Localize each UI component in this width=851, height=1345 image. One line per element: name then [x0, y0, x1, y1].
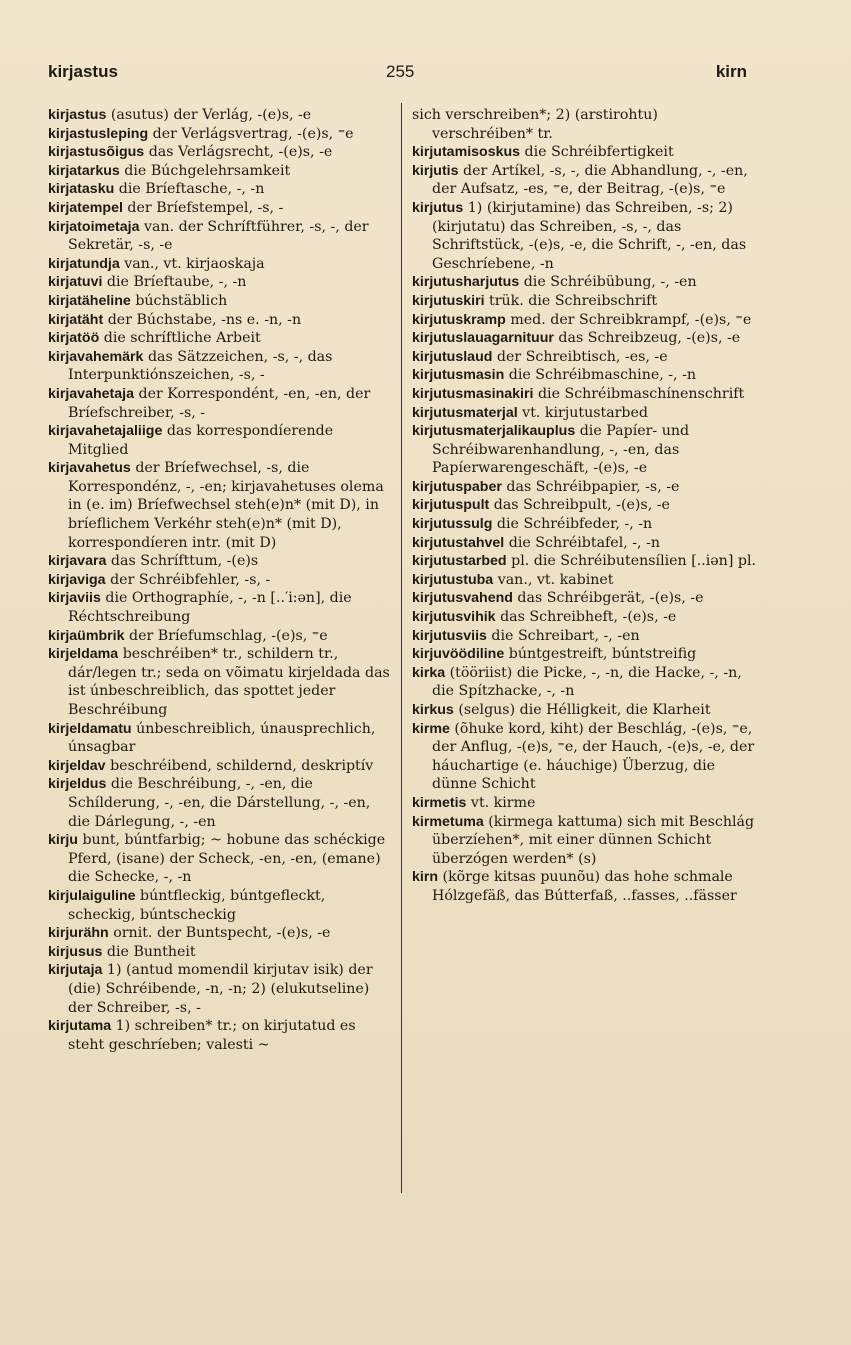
entry-definition: das Schréibgerät, -(e)s, -e	[512, 590, 704, 607]
dictionary-entry	[412, 645, 757, 664]
dictionary-entry	[48, 255, 393, 274]
entry-headword: kirjutustuba	[412, 571, 494, 588]
dictionary-entry	[412, 627, 757, 646]
entry-headword: kirjutusmasinakiri	[412, 385, 534, 402]
entry-headword: kirjulaiguline	[48, 887, 136, 904]
dictionary-entry	[48, 831, 393, 887]
dictionary-entry	[412, 794, 757, 813]
dictionary-entry	[48, 887, 393, 924]
entry-definition: die Bríeftasche, -, -n	[114, 181, 265, 198]
entry-definition: die Schréibfeder, -, -n	[492, 516, 653, 533]
dictionary-entry	[48, 273, 393, 292]
entry-definition: (õhuke kord, kiht) der Beschlág, -(e)s, ⁼e, der Anflug, -(e)s, ⁼e, der Hauch, -(e)s, -e, der háuchartige (e. háuchige) Überzug, die dünne Schicht	[432, 720, 755, 793]
entry-definition: die Schréibübung, -, -en	[519, 274, 697, 291]
dictionary-entry	[412, 664, 757, 701]
entry-definition: der Búchstabe, -ns e. -n, -n	[103, 311, 302, 328]
entry-headword: kirjutusviis	[412, 627, 487, 644]
entry-definition: die Schréibtafel, -, -n	[504, 534, 660, 551]
page-number: 255	[386, 62, 415, 81]
entry-headword: kirjuvöödiline	[412, 646, 505, 663]
entry-definition: der Schréibfehler, -s, -	[105, 571, 271, 588]
entry-definition: das Verlágsrecht, -(e)s, -e	[144, 144, 333, 161]
entry-definition: búntfleckig, búntgefleckt, scheckig, búntscheckig	[68, 887, 326, 923]
entry-headword: kirjatempel	[48, 199, 123, 216]
entry-headword: kirjutustahvel	[412, 534, 505, 551]
entry-headword: kirjutama	[48, 1018, 112, 1035]
entry-headword: kirjutussulg	[412, 516, 493, 533]
dictionary-entry	[412, 404, 757, 423]
dictionary-entry	[48, 459, 393, 552]
entry-headword: kirjatoimetaja	[48, 218, 140, 235]
dictionary-entry	[48, 329, 393, 348]
dictionary-entry	[412, 366, 757, 385]
dictionary-entry	[48, 961, 393, 1017]
entry-headword: kirjatöö	[48, 330, 100, 347]
entry-headword: kirjavahemärk	[48, 348, 144, 365]
entry-definition: das Schréibpapier, -s, -e	[501, 478, 680, 495]
dictionary-entry	[48, 589, 393, 626]
entry-definition: die Schreibart, -, -en	[486, 627, 640, 644]
entry-headword: kirjatuvi	[48, 274, 103, 291]
entry-headword: kirjavahetus	[48, 460, 131, 477]
entry-headword: kirjaviga	[48, 571, 106, 588]
entry-headword: kirkus	[412, 702, 454, 718]
dictionary-entry	[48, 571, 393, 590]
entry-headword: kirjutusmaterjalikauplus	[412, 423, 576, 440]
dictionary-entry	[412, 292, 757, 311]
dictionary-entry	[412, 385, 757, 404]
dictionary-entry	[412, 273, 757, 292]
dictionary-entry	[48, 552, 393, 571]
entry-definition: die Schréibmaschine, -, -n	[504, 367, 696, 384]
dictionary-entry	[48, 199, 393, 218]
entry-definition: die Búchgelehrsamkeit	[119, 162, 291, 179]
entry-headword: kirjutamisoskus	[412, 144, 521, 161]
entry-headword: kirjutusvahend	[412, 590, 513, 607]
entry-definition: trük. die Schreibschrift	[484, 292, 658, 309]
dictionary-entry	[412, 701, 757, 720]
entry-definition: 1) schreiben* tr.; on kirjutatud es steht geschríeben; valesti ~	[68, 1018, 356, 1053]
entry-definition: sich verschreiben*; 2) (arstirohtu) verschréiben* tr.	[412, 107, 658, 142]
entry-headword: kirjutuskiri	[412, 292, 485, 309]
dictionary-entry	[48, 180, 393, 199]
dictionary-entry	[412, 496, 757, 515]
entry-definition: der Bríefwechsel, -s, die Korrespondénz, -, -en; kirjavahetuses olema in (e. im) Bríefwechsel steh(e)n* (mit D), in bríeflichem Verkéhr steh(e)n* (mit D), korrespondíeren intr. (mit D)	[68, 460, 384, 551]
entry-headword: kirjatarkus	[48, 162, 120, 179]
entry-headword: kirjutuspaber	[412, 478, 502, 495]
entry-definition: der Bríefumschlag, -(e)s, ⁼e	[124, 627, 328, 644]
entry-definition: ornit. der Buntspecht, -(e)s, -e	[108, 925, 331, 942]
entry-definition: vt. kirjutustarbed	[517, 404, 648, 421]
entry-definition: die Buntheit	[102, 943, 196, 960]
dictionary-entry	[412, 608, 757, 627]
dictionary-entry	[48, 645, 393, 719]
dictionary-entry	[412, 422, 757, 478]
entry-definition: das Schreibpult, -(e)s, -e	[489, 497, 670, 514]
entry-headword: kirjutusmasin	[412, 367, 505, 384]
entry-definition: die Schréibfertigkeit	[520, 144, 674, 161]
dictionary-entry	[412, 813, 757, 869]
entry-definition: die Bríeftaube, -, -n	[102, 274, 247, 291]
left-column	[48, 106, 393, 1054]
entry-headword: kirka	[412, 664, 446, 681]
dictionary-entry	[48, 292, 393, 311]
dictionary-entry	[48, 125, 393, 144]
entry-definition: pl. die Schréibutensílien [..iən] pl.	[506, 553, 756, 570]
entry-headword: kirjutuslaud	[412, 348, 493, 365]
entry-definition: 1) (kirjutamine) das Schreiben, -s; 2) (kirjutatu) das Schreiben, -s, -, das Schriftstück, -(e)s, -e, die Schrift, -, -en, das Geschríebene, -n	[432, 199, 747, 272]
entry-headword: kirjaümbrik	[48, 627, 125, 644]
entry-definition: bunt, búntfarbig; ~ hobune das schéckige Pferd, (isane) der Scheck, -en, -en, (emane) die Schecke, -, -n	[68, 832, 386, 886]
page-header	[48, 62, 747, 88]
entry-headword: kirjutusharjutus	[412, 274, 520, 291]
dictionary-entry	[48, 162, 393, 181]
dictionary-entry	[48, 775, 393, 831]
entry-headword: kirjatäheline	[48, 292, 131, 309]
entry-headword: kirjusus	[48, 943, 103, 960]
entry-headword: kirjutis	[412, 162, 459, 179]
entry-definition: das Schrífttum, -(e)s	[106, 553, 259, 570]
entry-headword: kirjutusmaterjal	[412, 404, 518, 421]
dictionary-entry	[48, 385, 393, 422]
entry-headword: kirjutustarbed	[412, 553, 507, 570]
entry-definition: van. der Schríftführer, -s, -, der Sekretär, -s, -e	[68, 218, 369, 254]
entry-definition: beschréiben* tr., schildern tr., dár/legen tr.; seda on võimatu kirjeldada das ist únbeschreiblich, das spottet jeder Beschréibung	[68, 646, 390, 718]
dictionary-entry	[48, 422, 393, 459]
entry-headword: kirjastusõigus	[48, 144, 145, 161]
entry-headword: kirjatasku	[48, 181, 115, 198]
entry-definition: (tööriist) die Picke, -, -n, die Hacke, -, -n, die Spítzhacke, -, -n	[432, 664, 742, 700]
entry-headword: kirme	[412, 720, 450, 737]
entry-headword: kirjutuspult	[412, 497, 490, 514]
dictionary-entry	[412, 552, 757, 571]
entry-definition: die Beschréibung, -, -en, die Schílderung, -, -en, die Dárstellung, -, -en, die Dárlegung, -, -en	[68, 776, 371, 830]
entry-headword: kirjutus	[412, 199, 464, 216]
entry-definition: vt. kirme	[466, 794, 536, 811]
entry-definition: 1) (antud momendil kirjutav isik) der (die) Schréibende, -n, -n; 2) (elukutseline) der Schreiber, -s, -	[68, 962, 373, 1016]
dictionary-entry	[48, 311, 393, 330]
entry-headword: kirjavahetajaliige	[48, 423, 163, 440]
entry-definition: die schríftliche Arbeit	[99, 330, 261, 347]
entry-headword: kirjeldus	[48, 776, 107, 793]
dictionary-entry	[412, 162, 757, 199]
entry-definition: (selgus) die Hélligkeit, die Klarheit	[453, 702, 711, 718]
entry-headword: kirjeldama	[48, 646, 119, 663]
entry-headword: kirjeldamatu	[48, 720, 132, 737]
entry-headword: kirjatundja	[48, 255, 120, 272]
entry-definition: (kirmega kattuma) sich mit Beschlág überzíehen*, mit einer dünnen Schicht überzógen werden* (s)	[432, 813, 755, 867]
right-column	[412, 106, 757, 906]
entry-headword: kirmetis	[412, 794, 467, 811]
entry-definition: die Papíer- und Schréibwarenhandlung, -, -en, das Papíerwarengeschäft, -(e)s, -e	[432, 423, 690, 477]
entry-headword: kirjutuskramp	[412, 311, 506, 328]
entry-headword: kirjutusvihik	[412, 609, 496, 626]
entry-definition: der Bríefstempel, -s, -	[122, 199, 284, 216]
entry-headword: kirjutuslauagarnituur	[412, 330, 554, 347]
entry-headword: kirjutaja	[48, 962, 103, 979]
header-left-guideword: kirjastus	[48, 62, 118, 81]
entry-definition: van., vt. kirjaoskaja	[119, 255, 265, 272]
entry-definition: die Orthographíe, -, -n [..′i:ən], die Réchtschreibung	[68, 590, 352, 626]
entry-definition: búchstäblich	[130, 292, 228, 309]
dictionary-entry	[48, 924, 393, 943]
entry-headword: kirjastusleping	[48, 125, 149, 142]
entry-definition: die Schréibmaschínenschrift	[533, 385, 745, 402]
dictionary-entry	[412, 589, 757, 608]
entry-definition: das Sätzzeichen, -s, -, das Interpunktiónszeichen, -s, -	[68, 348, 333, 384]
entry-definition: med. der Schreibkrampf, -(e)s, ⁼e	[505, 311, 752, 328]
header-right-guideword: kirn	[715, 62, 747, 81]
entry-definition: der Verlágsvertrag, -(e)s, ⁼e	[148, 125, 354, 142]
dictionary-entry	[48, 218, 393, 255]
entry-headword: kirjeldav	[48, 757, 106, 774]
entry-headword: kirjurähn	[48, 925, 109, 942]
entry-definition: búntgestreift, búntstreifig	[504, 646, 697, 663]
entry-definition: das Schreibheft, -(e)s, -e	[495, 609, 677, 626]
entry-headword: kirjatäht	[48, 311, 104, 328]
dictionary-entry	[48, 348, 393, 385]
entry-headword: kirn	[412, 869, 439, 886]
entry-headword: kirjavahetaja	[48, 385, 134, 402]
entry-definition: das Schreibzeug, -(e)s, -e	[553, 330, 741, 347]
entry-definition: únbeschreiblich, únausprechlich, únsagbar	[68, 720, 376, 756]
dictionary-entry	[48, 143, 393, 162]
dictionary-entry	[412, 311, 757, 330]
dictionary-entry	[412, 329, 757, 348]
entry-definition: der Schreibtisch, -es, -e	[492, 348, 668, 365]
dictionary-entry	[48, 627, 393, 646]
entry-definition: der Korrespondént, -en, -en, der Bríefschreiber, -s, -	[68, 385, 371, 421]
entry-headword: kirmetuma	[412, 813, 484, 830]
dictionary-entry	[412, 515, 757, 534]
dictionary-entry	[48, 720, 393, 757]
entry-definition: beschréibend, schildernd, deskriptív	[105, 757, 374, 774]
dictionary-entry	[412, 106, 757, 143]
entry-definition: das korrespondíerende Mitglied	[68, 423, 334, 458]
dictionary-entry	[412, 868, 757, 905]
dictionary-entry	[412, 143, 757, 162]
entry-headword: kirjastus	[48, 107, 107, 123]
dictionary-entry	[48, 106, 393, 125]
column-divider	[401, 103, 402, 1193]
dictionary-entry	[412, 478, 757, 497]
entry-definition: der Artíkel, -s, -, die Abhandlung, -, -en, der Aufsatz, -es, ⁼e, der Beitrag, -(e)s, ⁼e	[432, 162, 748, 198]
entry-headword: kirju	[48, 832, 78, 849]
entry-definition: (asutus) der Verlág, -(e)s, -e	[106, 107, 312, 123]
dictionary-entry	[412, 571, 757, 590]
dictionary-entry	[48, 943, 393, 962]
entry-definition: van., vt. kabinet	[493, 571, 614, 588]
entry-headword: kirjaviis	[48, 590, 101, 607]
dictionary-entry	[48, 1017, 393, 1054]
dictionary-entry	[412, 720, 757, 794]
dictionary-entry	[412, 199, 757, 273]
entry-headword: kirjavara	[48, 553, 107, 570]
entry-definition: (kõrge kitsas puunõu) das hohe schmale Hólzgefäß, das Bútterfaß, ..fasses, ..fässer	[432, 869, 737, 904]
dictionary-entry	[412, 534, 757, 553]
dictionary-entry	[412, 348, 757, 367]
dictionary-entry	[48, 757, 393, 776]
